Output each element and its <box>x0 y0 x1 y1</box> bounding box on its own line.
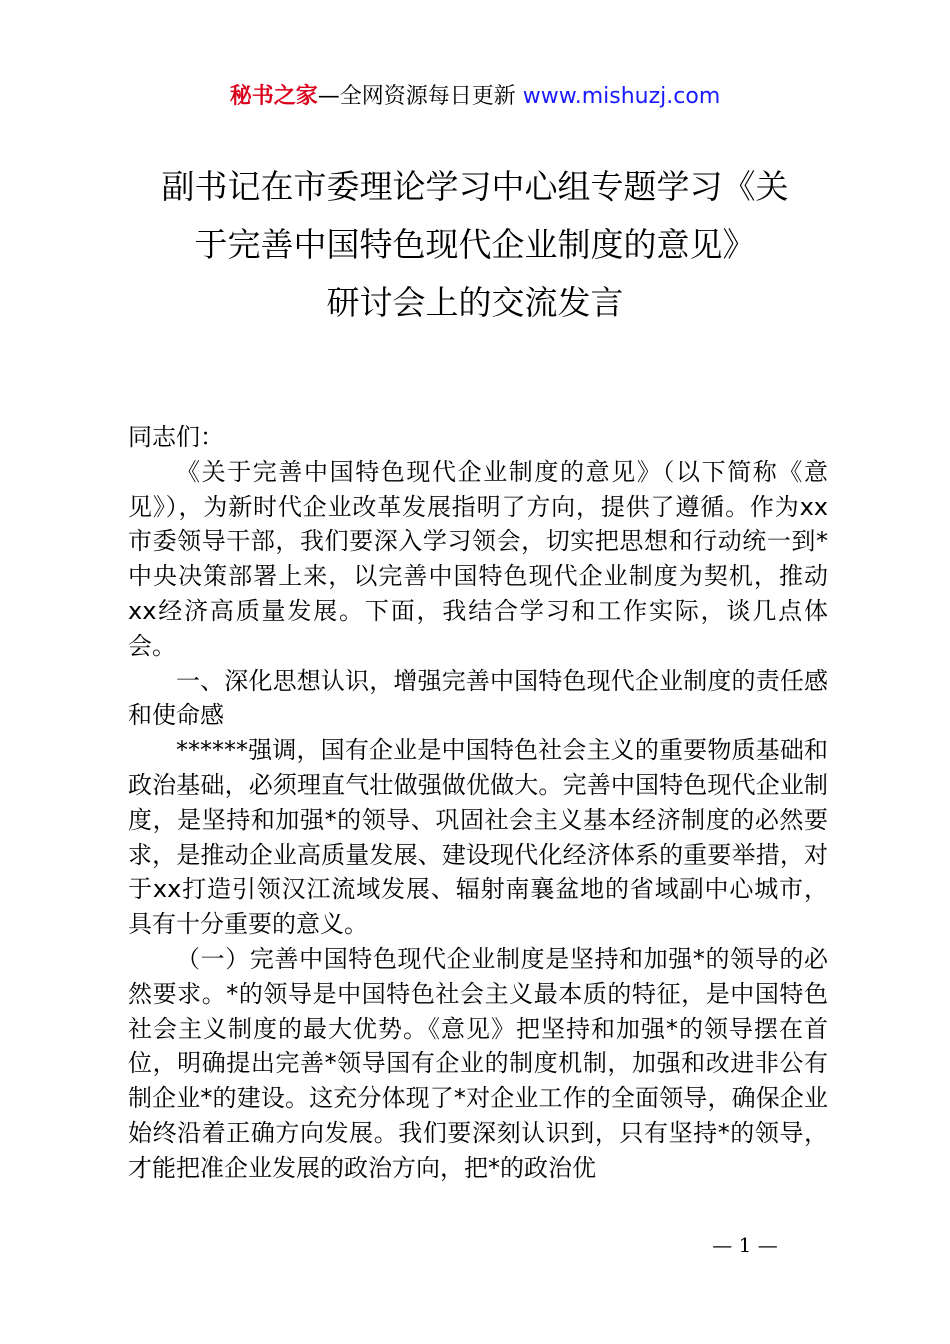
title-line-3: 研讨会上的交流发言 <box>326 283 624 322</box>
site-brand: 秘书之家 <box>229 84 318 109</box>
site-slogan: —全网资源每日更新 <box>317 84 523 109</box>
document-title <box>0 158 950 332</box>
salutation: 同志们： <box>128 423 224 451</box>
title-line-2: 于完善中国特色现代企业制度的意见》 <box>194 225 756 264</box>
site-url-link[interactable]: www.mishuzj.com <box>522 84 721 109</box>
document-body <box>128 420 828 1186</box>
section-heading-1: 一、深化思想认识，增强完善中国特色现代企业制度的责任感和使命感 <box>128 666 828 730</box>
title-line-1: 副书记在市委理论学习中心组专题学习《关 <box>161 167 789 206</box>
site-header <box>0 82 950 112</box>
paragraph-intro: 《关于完善中国特色现代企业制度的意见》（以下简称《意见》），为新时代企业改革发展指明了方向，提供了遵循。作为xx市委领导干部，我们要深入学习领会，切实把思想和行动统一到*中央决策部署上来，以完善中国特色现代企业制度为契机，推动xx经济高质量发展。下面，我结合学习和工作实际，谈几点体会。 <box>128 457 828 660</box>
page-number: — 1 — <box>712 1233 778 1257</box>
paragraph-subsection-1: （一）完善中国特色现代企业制度是坚持和加强*的领导的必然要求。*的领导是中国特色社会主义最本质的特征，是中国特色社会主义制度的最大优势。《意见》把坚持和加强*的领导摆在首位，明确提出完善*领导国有企业的制度机制，加强和改进非公有制企业*的建设。这充分体现了*对企业工作的全面领导，确保企业始终沿着正确方向发展。我们要深刻认识到，只有坚持*的领导，才能把准企业发展的政治方向，把*的政治优 <box>128 944 828 1182</box>
paragraph-section-1: ******强调，国有企业是中国特色社会主义的重要物质基础和政治基础，必须理直气壮做强做优做大。完善中国特色现代企业制度，是坚持和加强*的领导、巩固社会主义基本经济制度的必然要求，是推动企业高质量发展、建设现代化经济体系的重要举措，对于xx打造引领汉江流域发展、辐射南襄盆地的省域副中心城市，具有十分重要的意义。 <box>128 736 828 939</box>
